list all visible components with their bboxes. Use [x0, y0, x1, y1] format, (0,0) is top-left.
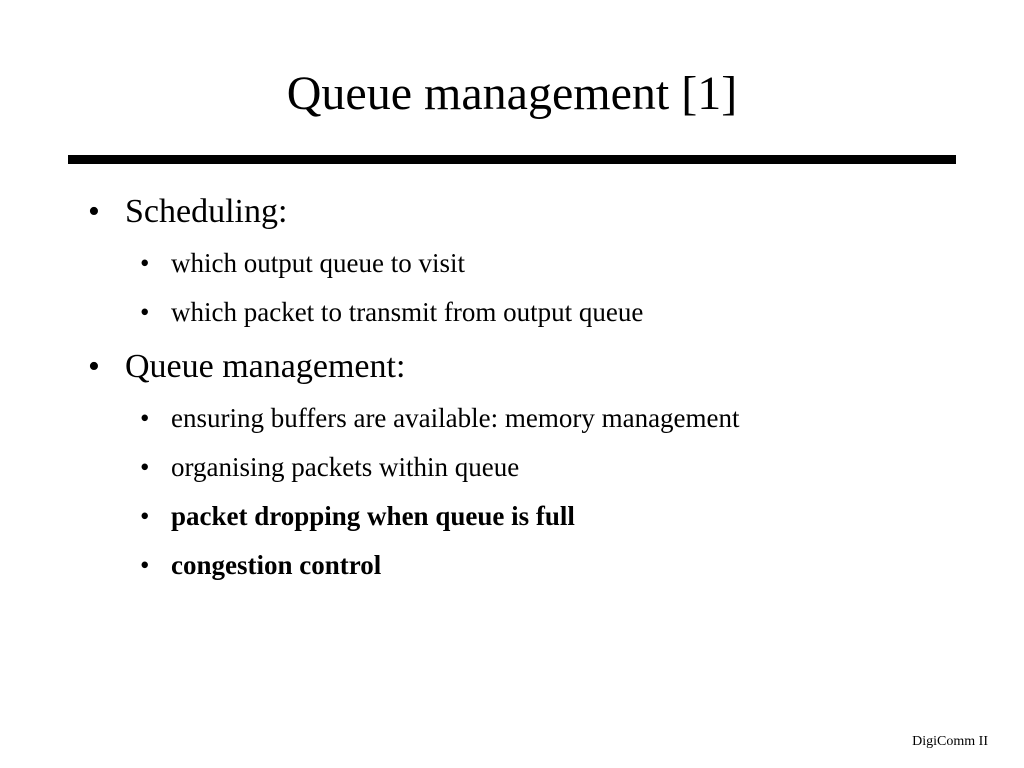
bullet-dot: •	[88, 348, 100, 385]
sub-bullet-organising-packets	[140, 451, 519, 483]
sub-bullet-text: organising packets within queue	[171, 452, 520, 482]
sub-bullet-packet-dropping	[140, 500, 575, 532]
sub-bullet-which-packet	[140, 296, 643, 328]
sub-bullet-congestion-control	[140, 549, 381, 581]
sub-bullet-dot: •	[140, 248, 150, 278]
bullet-text: Queue management:	[125, 348, 406, 385]
sub-bullet-dot: •	[140, 297, 150, 327]
sub-bullet-text: congestion control	[171, 550, 382, 580]
sub-bullet-text: which packet to transmit from output queue	[171, 297, 644, 327]
bullet-queue-management	[88, 347, 405, 387]
bullet-text: Scheduling:	[125, 193, 288, 230]
sub-bullet-dot: •	[140, 550, 150, 580]
sub-bullet-dot: •	[140, 501, 150, 531]
bullet-scheduling	[88, 192, 287, 232]
bullet-dot: •	[88, 193, 100, 230]
sub-bullet-which-output-queue	[140, 247, 465, 279]
sub-bullet-dot: •	[140, 452, 150, 482]
sub-bullet-text: packet dropping when queue is full	[171, 501, 575, 531]
slide-footer: DigiComm II	[912, 734, 988, 749]
sub-bullet-text: which output queue to visit	[171, 248, 465, 278]
sub-bullet-ensuring-buffers	[140, 402, 740, 434]
slide-title: Queue management [1]	[286, 67, 738, 120]
sub-bullet-dot: •	[140, 403, 150, 433]
sub-bullet-text: ensuring buffers are available: memory management	[171, 403, 740, 433]
